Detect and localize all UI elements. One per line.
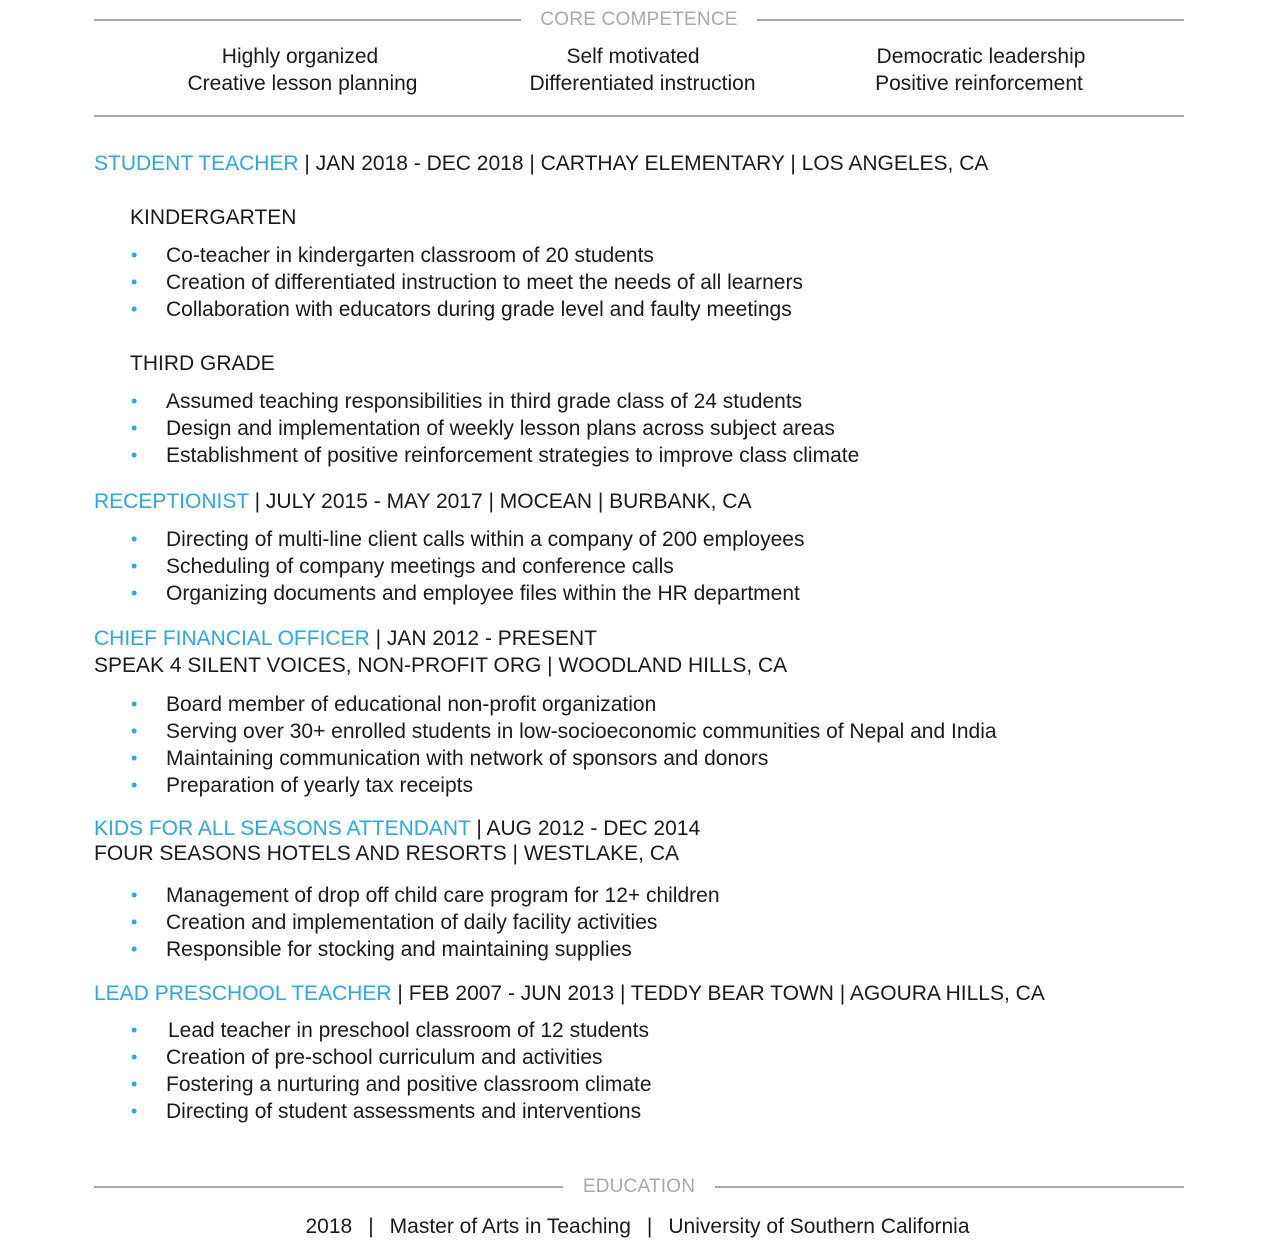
education-school: University of Southern California [668, 1215, 970, 1238]
list-item-text: Lead teacher in preschool classroom of 12 students [168, 1019, 649, 1042]
competence-item: Self motivated [566, 45, 700, 68]
job-details: | FEB 2007 - JUN 2013 | TEDDY BEAR TOWN | AGOURA HILLS, CA [391, 982, 1045, 1005]
bullet-icon: • [131, 939, 138, 959]
list-item-text: Directing of student assessments and interventions [166, 1100, 642, 1123]
education-year: 2018 [305, 1215, 353, 1238]
bullet-icon: • [131, 299, 138, 319]
divider [94, 115, 1184, 117]
job-title: STUDENT TEACHER [94, 152, 299, 175]
list-item-text: Maintaining communication with network of sponsors and donors [166, 747, 769, 770]
bullet-icon: • [131, 1101, 138, 1121]
list-item-text: Serving over 30+ enrolled students in low-socioeconomic communities of Nepal and India [166, 720, 997, 743]
job-title: KIDS FOR ALL SEASONS ATTENDANT [94, 817, 471, 840]
list-item-text: Board member of educational non-profit organization [166, 693, 657, 716]
bullet-icon: • [131, 748, 138, 768]
bullet-icon: • [131, 391, 138, 411]
list-item-text: Management of drop off child care program for 12+ children [166, 884, 720, 907]
job-details: | JULY 2015 - MAY 2017 | MOCEAN | BURBANK, CA [248, 490, 752, 513]
bullet-icon: • [131, 418, 138, 438]
subsection-heading: KINDERGARTEN [130, 206, 297, 229]
job-details: | JAN 2018 - DEC 2018 | CARTHAY ELEMENTARY | LOS ANGELES, CA [298, 152, 989, 175]
job-title: CHIEF FINANCIAL OFFICER [94, 627, 370, 650]
bullet-icon: • [131, 1047, 138, 1067]
job-details: | AUG 2012 - DEC 2014 [470, 817, 701, 840]
job-title: RECEPTIONIST [94, 490, 249, 513]
list-item-text: Design and implementation of weekly lesson plans across subject areas [166, 417, 835, 440]
job-title: LEAD PRESCHOOL TEACHER [94, 982, 392, 1005]
job-details: | JAN 2012 - PRESENT [369, 627, 597, 650]
subsection-heading: THIRD GRADE [130, 352, 275, 375]
bullet-icon: • [131, 556, 138, 576]
section-title: EDUCATION [582, 1176, 696, 1197]
competence-item: Differentiated instruction [529, 72, 756, 95]
education-header [94, 1176, 1184, 1198]
separator: | [646, 1215, 653, 1238]
employer-line: SPEAK 4 SILENT VOICES, NON-PROFIT ORG | WOODLAND HILLS, CA [94, 654, 788, 677]
job-header-kids-attendant [94, 816, 700, 842]
bullet-icon: • [131, 912, 138, 932]
bullet-icon: • [131, 775, 138, 795]
bullet-icon: • [131, 1020, 138, 1040]
bullet-icon: • [131, 245, 138, 265]
list-item-text: Organizing documents and employee files within the HR department [166, 582, 800, 605]
education-entry [0, 1214, 1275, 1240]
bullet-icon: • [131, 721, 138, 741]
list-item-text: Establishment of positive reinforcement strategies to improve class climate [166, 444, 860, 467]
list-item-text: Creation of differentiated instruction to meet the needs of all learners [166, 271, 803, 294]
job-header-cfo [94, 626, 597, 652]
bullet-icon: • [131, 272, 138, 292]
bullet-icon: • [131, 529, 138, 549]
list-item-text: Creation of pre-school curriculum and activities [166, 1046, 603, 1069]
bullet-icon: • [131, 694, 138, 714]
competence-item: Positive reinforcement [875, 72, 1083, 95]
separator: | [368, 1215, 374, 1238]
bullet-icon: • [131, 1074, 138, 1094]
competence-item: Creative lesson planning [187, 72, 418, 95]
list-item-text: Collaboration with educators during grade level and faulty meetings [166, 298, 792, 321]
employer-line: FOUR SEASONS HOTELS AND RESORTS | WESTLAKE, CA [94, 842, 680, 865]
section-title: CORE COMPETENCE [540, 9, 738, 30]
list-item-text: Assumed teaching responsibilities in third grade class of 24 students [166, 390, 803, 413]
list-item-text: Directing of multi-line client calls within a company of 200 employees [166, 528, 805, 551]
competence-item: Highly organized [221, 45, 379, 68]
bullet-icon: • [131, 583, 138, 603]
competence-item: Democratic leadership [876, 45, 1086, 68]
list-item-text: Co-teacher in kindergarten classroom of 20 students [166, 244, 654, 267]
list-item-text: Scheduling of company meetings and conference calls [166, 555, 674, 578]
list-item-text: Responsible for stocking and maintaining supplies [166, 938, 632, 961]
core-competence-header [94, 9, 1184, 31]
list-item-text: Creation and implementation of daily facility activities [166, 911, 658, 934]
bullet-icon: • [131, 885, 138, 905]
education-degree: Master of Arts in Teaching [389, 1215, 631, 1238]
job-header-lead-preschool [94, 981, 1045, 1007]
list-item-text: Fostering a nurturing and positive classroom climate [166, 1073, 652, 1096]
list-item-text: Preparation of yearly tax receipts [166, 774, 473, 797]
job-header-student-teacher [94, 151, 988, 177]
job-header-receptionist [94, 489, 751, 515]
bullet-icon: • [131, 445, 138, 465]
